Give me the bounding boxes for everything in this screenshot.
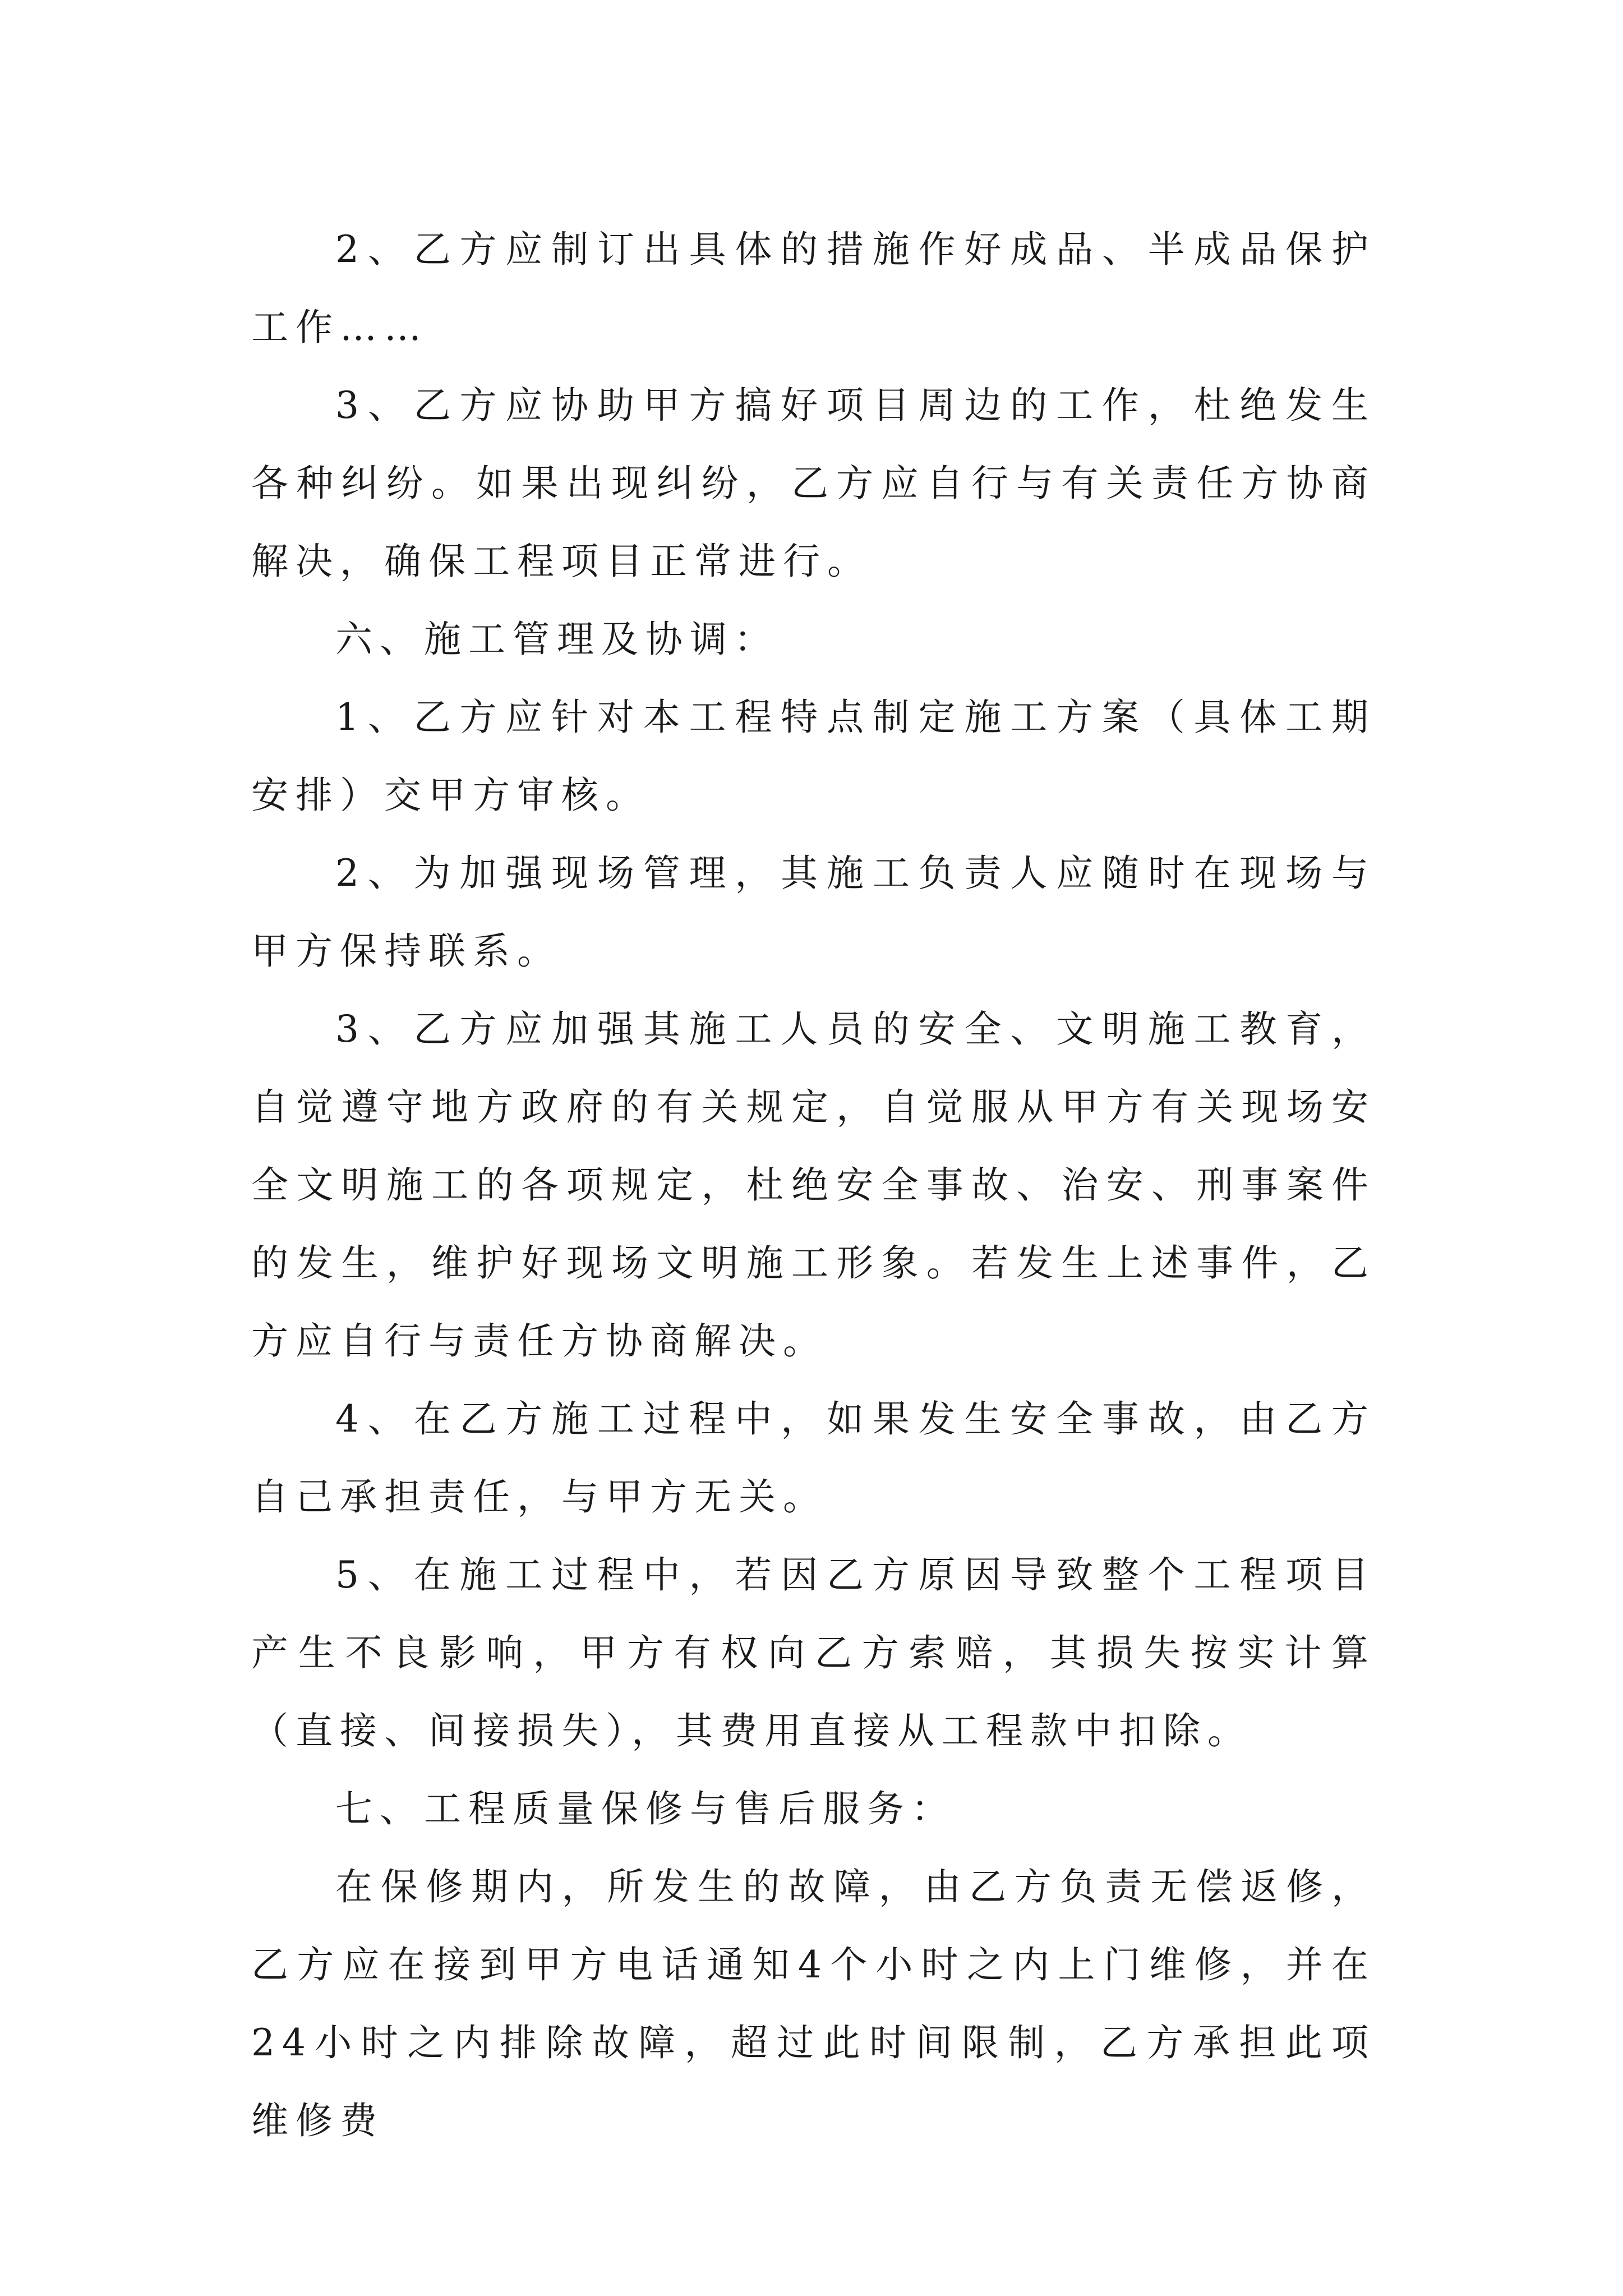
document-body bbox=[251, 210, 1376, 2160]
paragraph-surroundings: 3、乙方应协助甲方搞好项目周边的工作，杜绝发生各种纠纷。如果出现纠纷，乙方应自行与有关责任方协商解决，确保工程项目正常进行。 bbox=[251, 384, 1376, 583]
section-heading-warranty: 七、工程质量保修与售后服务： bbox=[335, 1787, 956, 1830]
paragraph-warranty-repair: 在保修期内，所发生的故障，由乙方负责无偿返修，乙方应在接到甲方电话通知4个小时之内上门维修，并在24小时之内排除故障，超过此时间限制，乙方承担此项维修费 bbox=[251, 1865, 1376, 2142]
paragraph-site-management: 2、为加强现场管理，其施工负责人应随时在现场与甲方保持联系。 bbox=[251, 852, 1376, 973]
paragraph-construction-plan: 1、乙方应针对本工程特点制定施工方案（具体工期安排）交甲方审核。 bbox=[251, 696, 1376, 817]
paragraph-safety-accident: 4、在乙方施工过程中，如果发生安全事故，由乙方自己承担责任，与甲方无关。 bbox=[251, 1397, 1376, 1519]
paragraph-protection: 2、乙方应制订出具体的措施作好成品、半成品保护工作…… bbox=[251, 228, 1376, 349]
paragraph-safety-education: 3、乙方应加强其施工人员的安全、文明施工教育，自觉遵守地方政府的有关规定，自觉服从甲方有关现场安全文明施工的各项规定，杜绝安全事故、治安、刑事案件的发生，维护好现场文明施工形象。若发生上述事件，乙方应自行与责任方协商解决。 bbox=[251, 1007, 1376, 1363]
paragraph-compensation: 5、在施工过程中，若因乙方原因导致整个工程项目产生不良影响，甲方有权向乙方索赔，其损失按实计算（直接、间接损失），其费用直接从工程款中扣除。 bbox=[251, 1553, 1376, 1752]
section-heading-construction-management: 六、施工管理及协调： bbox=[335, 618, 778, 661]
